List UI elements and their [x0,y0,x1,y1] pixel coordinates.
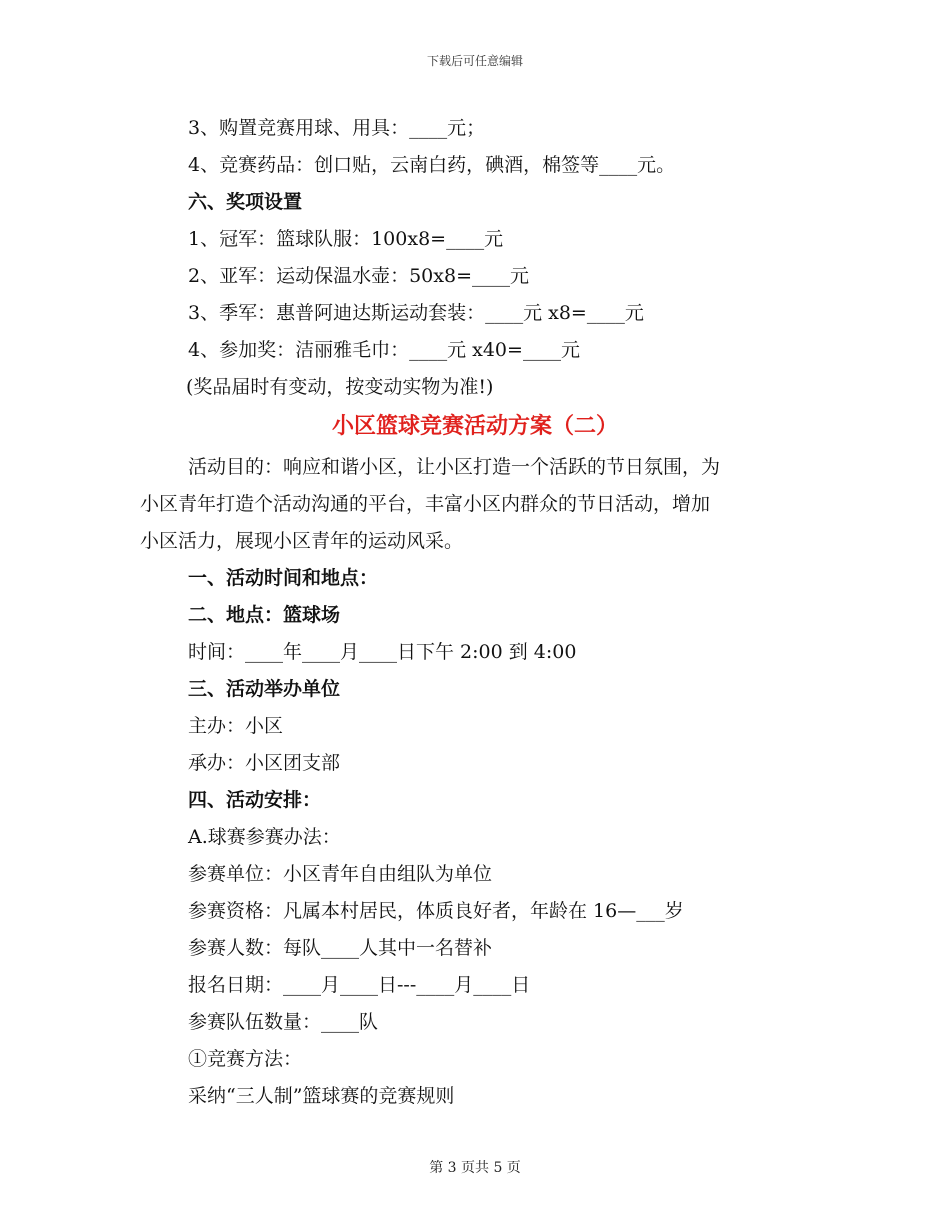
section-heading: 四、活动安排： [188,789,322,811]
section-heading: 三、活动举办单位 [188,678,341,700]
section-heading: 六、奖项设置 [188,191,303,213]
text-line: 报名日期：____月____日---____月____日 [188,974,531,996]
text-line: 主办：小区 [188,715,284,737]
text-line: 2、亚军：运动保温水壶：50x8=____元 [188,265,529,287]
page-footer: 第 3 页共 5 页 [429,1160,521,1176]
text-line: A.球赛参赛办法： [188,826,341,848]
text-line: 参赛人数：每队____人其中一名替补 [188,937,493,959]
text-line: 时间：____年____月____日下午 2:00 到 4:00 [188,641,577,663]
text-line: 3、季军：惠普阿迪达斯运动套装：____元 x8=____元 [188,302,644,324]
text-line: 3、购置竞赛用球、用具：____元； [188,117,486,139]
text-line: 参赛单位：小区青年自由组队为单位 [188,863,493,885]
text-line: 参赛资格：凡属本村居民，体质良好者，年龄在 16—___岁 [188,900,684,922]
text-line: 承办：小区团支部 [188,752,341,774]
purpose-line: 活动目的：响应和谐小区，让小区打造一个活跃的节日氛围，为 [188,456,721,478]
document-title: 小区篮球竞赛活动方案（二） [331,413,618,439]
text-line: ①竞赛方法： [188,1048,303,1070]
section-heading: 一、活动时间和地点： [188,567,379,589]
text-line: (奖品届时有变动，按变动实物为准!) [186,376,494,398]
text-line: 采纳“三人制”篮球赛的竞赛规则 [188,1085,455,1107]
text-line: 4、竞赛药品：创口贴，云南白药，碘酒，棉签等____元。 [188,154,676,176]
text-line: 参赛队伍数量：____队 [188,1011,379,1033]
purpose-line: 小区青年打造个活动沟通的平台，丰富小区内群众的节日活动，增加 [140,493,711,515]
page-header: 下载后可任意编辑 [426,54,523,68]
section-heading: 二、地点：篮球场 [188,604,341,626]
text-line: 4、参加奖：洁丽雅毛巾：____元 x40=____元 [188,339,580,361]
text-line: 1、冠军：篮球队服：100x8=____元 [188,228,504,250]
purpose-line: 小区活力，展现小区青年的运动风采。 [140,530,464,552]
